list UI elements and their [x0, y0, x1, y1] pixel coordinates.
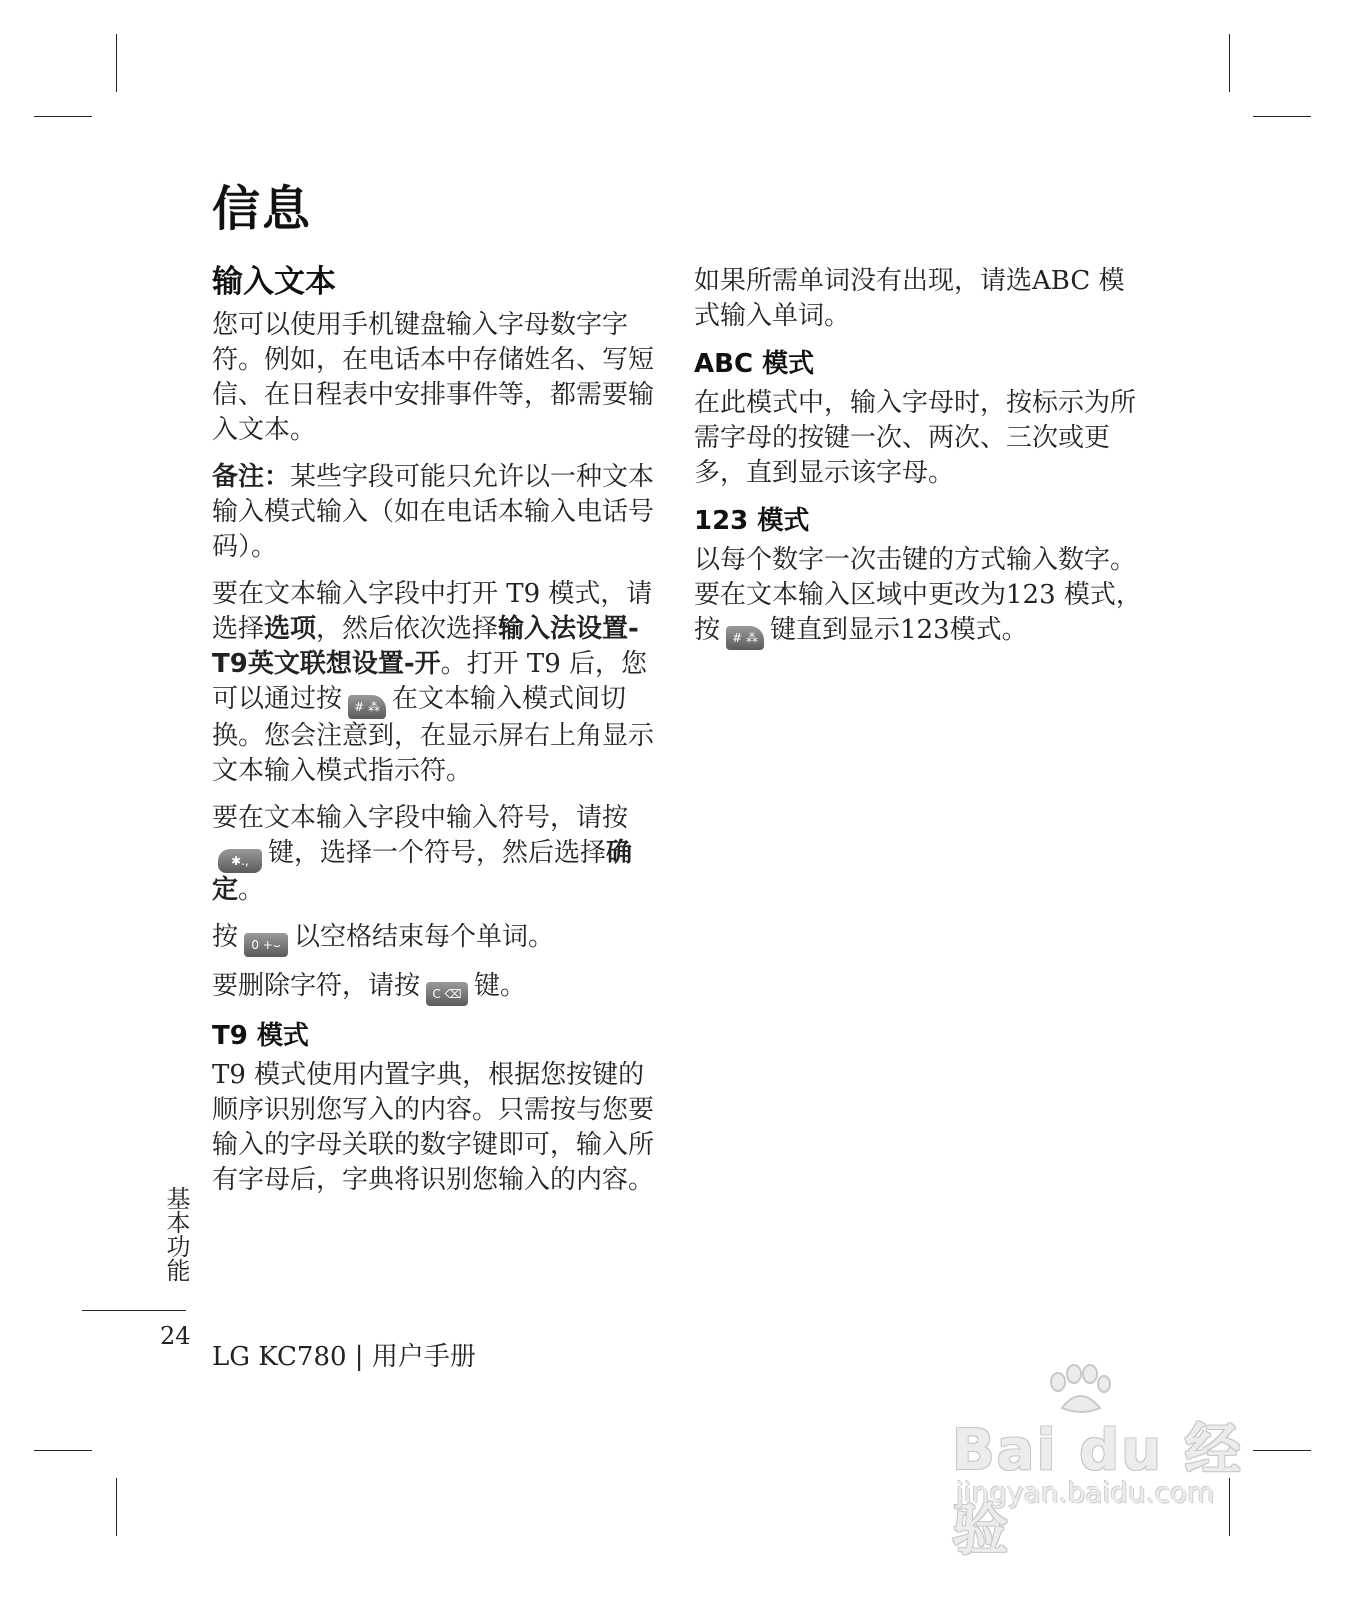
crop-mark	[116, 34, 117, 92]
t9-mode-heading: T9 模式	[212, 1021, 309, 1051]
zero-key-icon: 0 +⌣	[244, 933, 288, 957]
note-paragraph	[212, 460, 660, 565]
page-title: 信息	[212, 181, 313, 237]
delete-paragraph	[212, 969, 660, 1006]
side-divider	[82, 1310, 186, 1311]
text-span: 按	[212, 922, 239, 952]
options-menu-ref: 选项	[264, 614, 317, 644]
footer-text: LG KC780 | 用户手册	[212, 1342, 476, 1372]
text-span: 要在文本输入字段中打开 T9 模式，请选择	[212, 579, 653, 644]
note-text: 某些字段可能只允许以一种文本输入模式输入（如在电话本输入电话号码）。	[212, 462, 655, 562]
t9-mode-paragraph: T9 模式使用内置字典，根据您按键的顺序识别您写入的内容。只需按与您要输入的字母关联的数字键即可，输入所有字母后，字典将识别您输入的内容。	[212, 1060, 655, 1195]
space-paragraph	[212, 920, 660, 957]
text-span: 键直到显示123模式。	[770, 615, 1028, 645]
settings-path-ref: 输入法设置-T9英文联想设置-开	[212, 614, 639, 679]
crop-mark	[1229, 34, 1230, 92]
abc-mode-paragraph: 在此模式中，输入字母时，按标示为所需字母的按键一次、两次、三次或更多，直到显示该字母。	[694, 388, 1137, 488]
number-mode-heading: 123 模式	[694, 506, 810, 536]
crop-mark	[116, 1478, 117, 1536]
text-span: 。打开 T9 后，您可以通过按	[212, 649, 648, 714]
right-column	[694, 264, 1142, 662]
note-label: 备注：	[212, 462, 291, 492]
text-span: 键，选择一个符号，然后选择	[268, 838, 607, 868]
left-column	[212, 262, 660, 1210]
text-span: 以空格结束每个单词。	[294, 922, 555, 952]
crop-mark	[1253, 116, 1311, 117]
page-number: 24	[160, 1322, 191, 1350]
symbol-paragraph	[212, 801, 660, 908]
hash-key-icon: # ⁂	[726, 626, 764, 650]
star-key-icon: ✱.,	[218, 849, 262, 873]
hash-key-icon: # ⁂	[348, 695, 386, 719]
chapter-side-label: 基本功能	[162, 1186, 190, 1282]
text-span: 要删除字符，请按	[212, 971, 421, 1001]
number-mode-paragraph	[694, 543, 1142, 650]
baidu-watermark	[952, 1364, 1262, 1563]
text-span: 。	[238, 875, 265, 905]
text-span: ，然后依次选择	[316, 614, 499, 644]
confirm-ref: 确定	[212, 838, 633, 905]
section-heading-input-text: 输入文本	[212, 264, 336, 300]
crop-mark	[34, 1450, 92, 1451]
clear-key-icon: C ⌫	[426, 982, 468, 1006]
text-span: 要在文本输入字段中输入符号，请按	[212, 803, 629, 833]
t9-open-paragraph	[212, 577, 660, 789]
text-span: 键。	[474, 971, 527, 1001]
text-span: 在文本输入模式间切换。您会注意到，在显示屏右上角显示文本输入模式指示符。	[212, 684, 655, 786]
watermark-url: jingyan.baidu.com	[956, 1476, 1215, 1509]
watermark-brand: Bai du 经验	[952, 1418, 1243, 1563]
abc-mode-heading: ABC 模式	[694, 349, 815, 379]
crop-mark	[34, 116, 92, 117]
t9-continued-paragraph: 如果所需单词没有出现，请选ABC 模式输入单词。	[694, 266, 1125, 331]
intro-paragraph: 您可以使用手机键盘输入字母数字字符。例如，在电话本中存储姓名、写短信、在日程表中安排事件等，都需要输入文本。	[212, 310, 655, 445]
text-span: 以每个数字一次击键的方式输入数字。要在文本输入区域中更改为123 模式，按	[694, 545, 1142, 645]
